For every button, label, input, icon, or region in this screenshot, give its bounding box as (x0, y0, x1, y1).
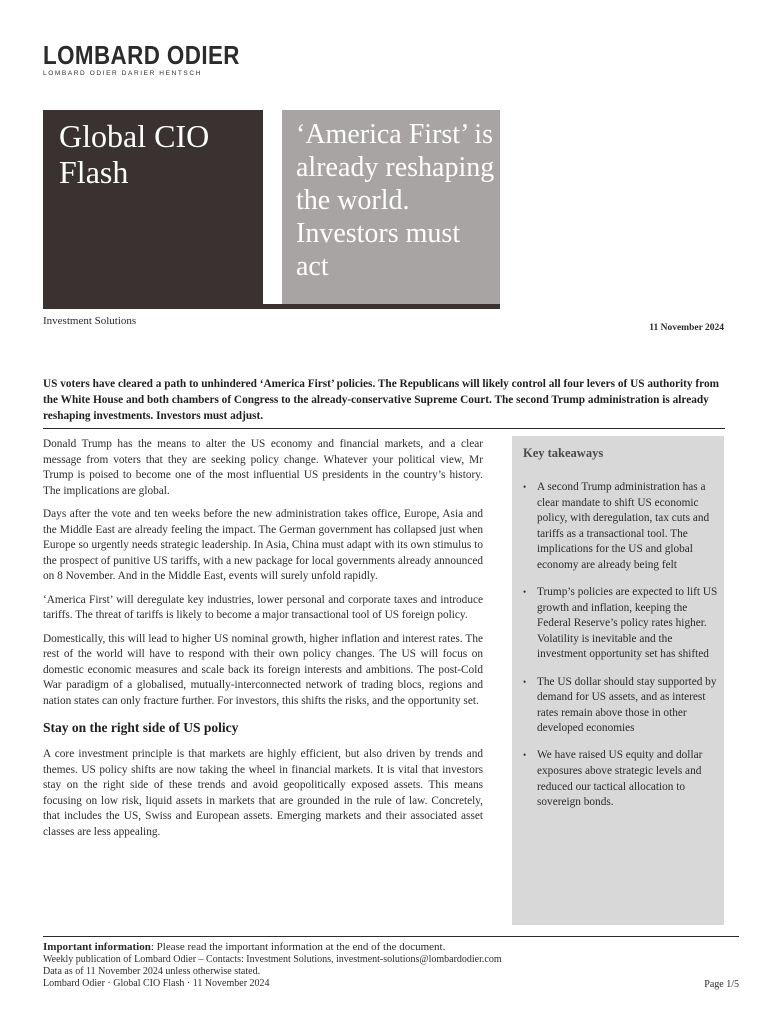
series-title-box (43, 110, 263, 309)
logo-wordmark: LOMBARD ODIER (43, 40, 240, 70)
body-paragraph: Donald Trump has the means to alter the US economy and financial markets, and a clear message from voters that they are seeking policy change. Whatever your political view, Mr Trump is poised to become one of the most influential US presidents in the country’s history. The implications are global. (43, 438, 483, 497)
lead-rule (43, 428, 725, 429)
brand-logo (43, 40, 272, 77)
page-number: Page 1/5 (704, 979, 739, 990)
body-paragraph: ‘America First’ will deregulate key industries, lower personal and corporate taxes and introduce tariffs. The threat of tariffs is likely to become a major transactional tool of US foreign policy. (43, 593, 483, 621)
lead-paragraph: US voters have cleared a path to unhindered ‘America First’ policies. The Republicans will likely control all four levers of US authority from the White House and both chambers of Congress to the already-conservative Supreme Court. The second Trump administration is already reshaping investments. Investors must adjust. (43, 378, 720, 422)
body-paragraph: Domestically, this will lead to higher US nominal growth, higher inflation and interest rates. The rest of the world will have to respond with their own policy changes. The US will focus on domestic economic measures and scale back its foreign interests and ambitions. The post-Cold War paradigm of a globalised, mutually-interconnected network of trading blocs, regions and nation states can only fracture further. For investors, this shifts the risks, and the opportunity set. (43, 632, 483, 707)
logo-subtitle: LOMBARD ODIER DARIER HENTSCH (43, 70, 202, 77)
key-takeaways-list (523, 480, 719, 822)
body-paragraph: A core investment principle is that markets are highly efficient, but also driven by trends and themes. US policy shifts are now taking the wheel in financial markets. It is vital that investors stay on the right side of these trends and avoid geopolitically exposed assets. This means focusing on low risk, liquid assets in markets that are grounded in the rule of law. Concretely, that includes the US, Swiss and European assets. Emerging markets and their associated asset classes are less appealing. (43, 748, 483, 838)
takeaway-text: We have raised US equity and dollar exposures above strategic levels and reduced our tactical allocation to sovereign bonds. (537, 749, 703, 809)
contact-line: Weekly publication of Lombard Odier – Contacts: Investment Solutions, investment-solutions@lombardodier.com (43, 954, 502, 965)
takeaway-item (523, 585, 719, 663)
data-date-line: Data as of 11 November 2024 unless otherwise stated. (43, 966, 261, 977)
footer (43, 940, 739, 990)
publication-line: Lombard Odier · Global CIO Flash · 11 November 2024 (43, 978, 270, 989)
body-paragraph: Days after the vote and ten weeks before the new administration takes office, Europe, Asia and the Middle East are already feeling the impact. The German government has collapsed just when Europe so urgently needs strategic leadership. In Asia, China must adapt with its own stimulus to the prospect of punitive US tariffs, with a new package for local governments already announced on 8 November. And in the Middle East, events will surely unfold rapidly. (43, 508, 483, 582)
bullet-icon: • (523, 587, 527, 598)
takeaway-item (523, 748, 719, 810)
headline: ‘America First’ is already reshaping the world. Investors must act (296, 119, 495, 282)
main-column (43, 437, 483, 848)
key-takeaways-panel (512, 436, 724, 925)
important-information (43, 940, 739, 954)
takeaway-text: The US dollar should stay supported by demand for US assets, and as interest rates remain above those in other developed economies (537, 675, 717, 735)
important-text: : Please read the important information at the end of the document. (150, 941, 446, 953)
section-heading: Stay on the right side of US policy (43, 720, 239, 735)
series-title: Global CIO Flash (59, 118, 210, 190)
takeaway-item (523, 480, 719, 574)
footer-rule (43, 936, 739, 937)
bullet-icon: • (523, 750, 527, 761)
bullet-icon: • (523, 482, 527, 492)
takeaway-text: A second Trump administration has a clear mandate to shift US economic policy, with deregulation, tax cuts and tariffs as a transactional tool. The implications for the US and global economy are already being felt (537, 481, 710, 571)
important-label: Important information (43, 941, 151, 953)
headline-box (282, 110, 500, 304)
publication-date: 11 November 2024 (649, 323, 724, 333)
bullet-icon: • (523, 676, 527, 687)
header-rule (43, 304, 500, 309)
takeaway-text: Trump’s policies are expected to lift US growth and inflation, keeping the Federal Reserve’s policy rates higher. Volatility is inevitable and the investment opportunity set has shifted (537, 586, 718, 661)
key-takeaways-title: Key takeaways (523, 446, 604, 460)
department-label: Investment Solutions (43, 315, 137, 327)
takeaway-item (523, 675, 719, 737)
